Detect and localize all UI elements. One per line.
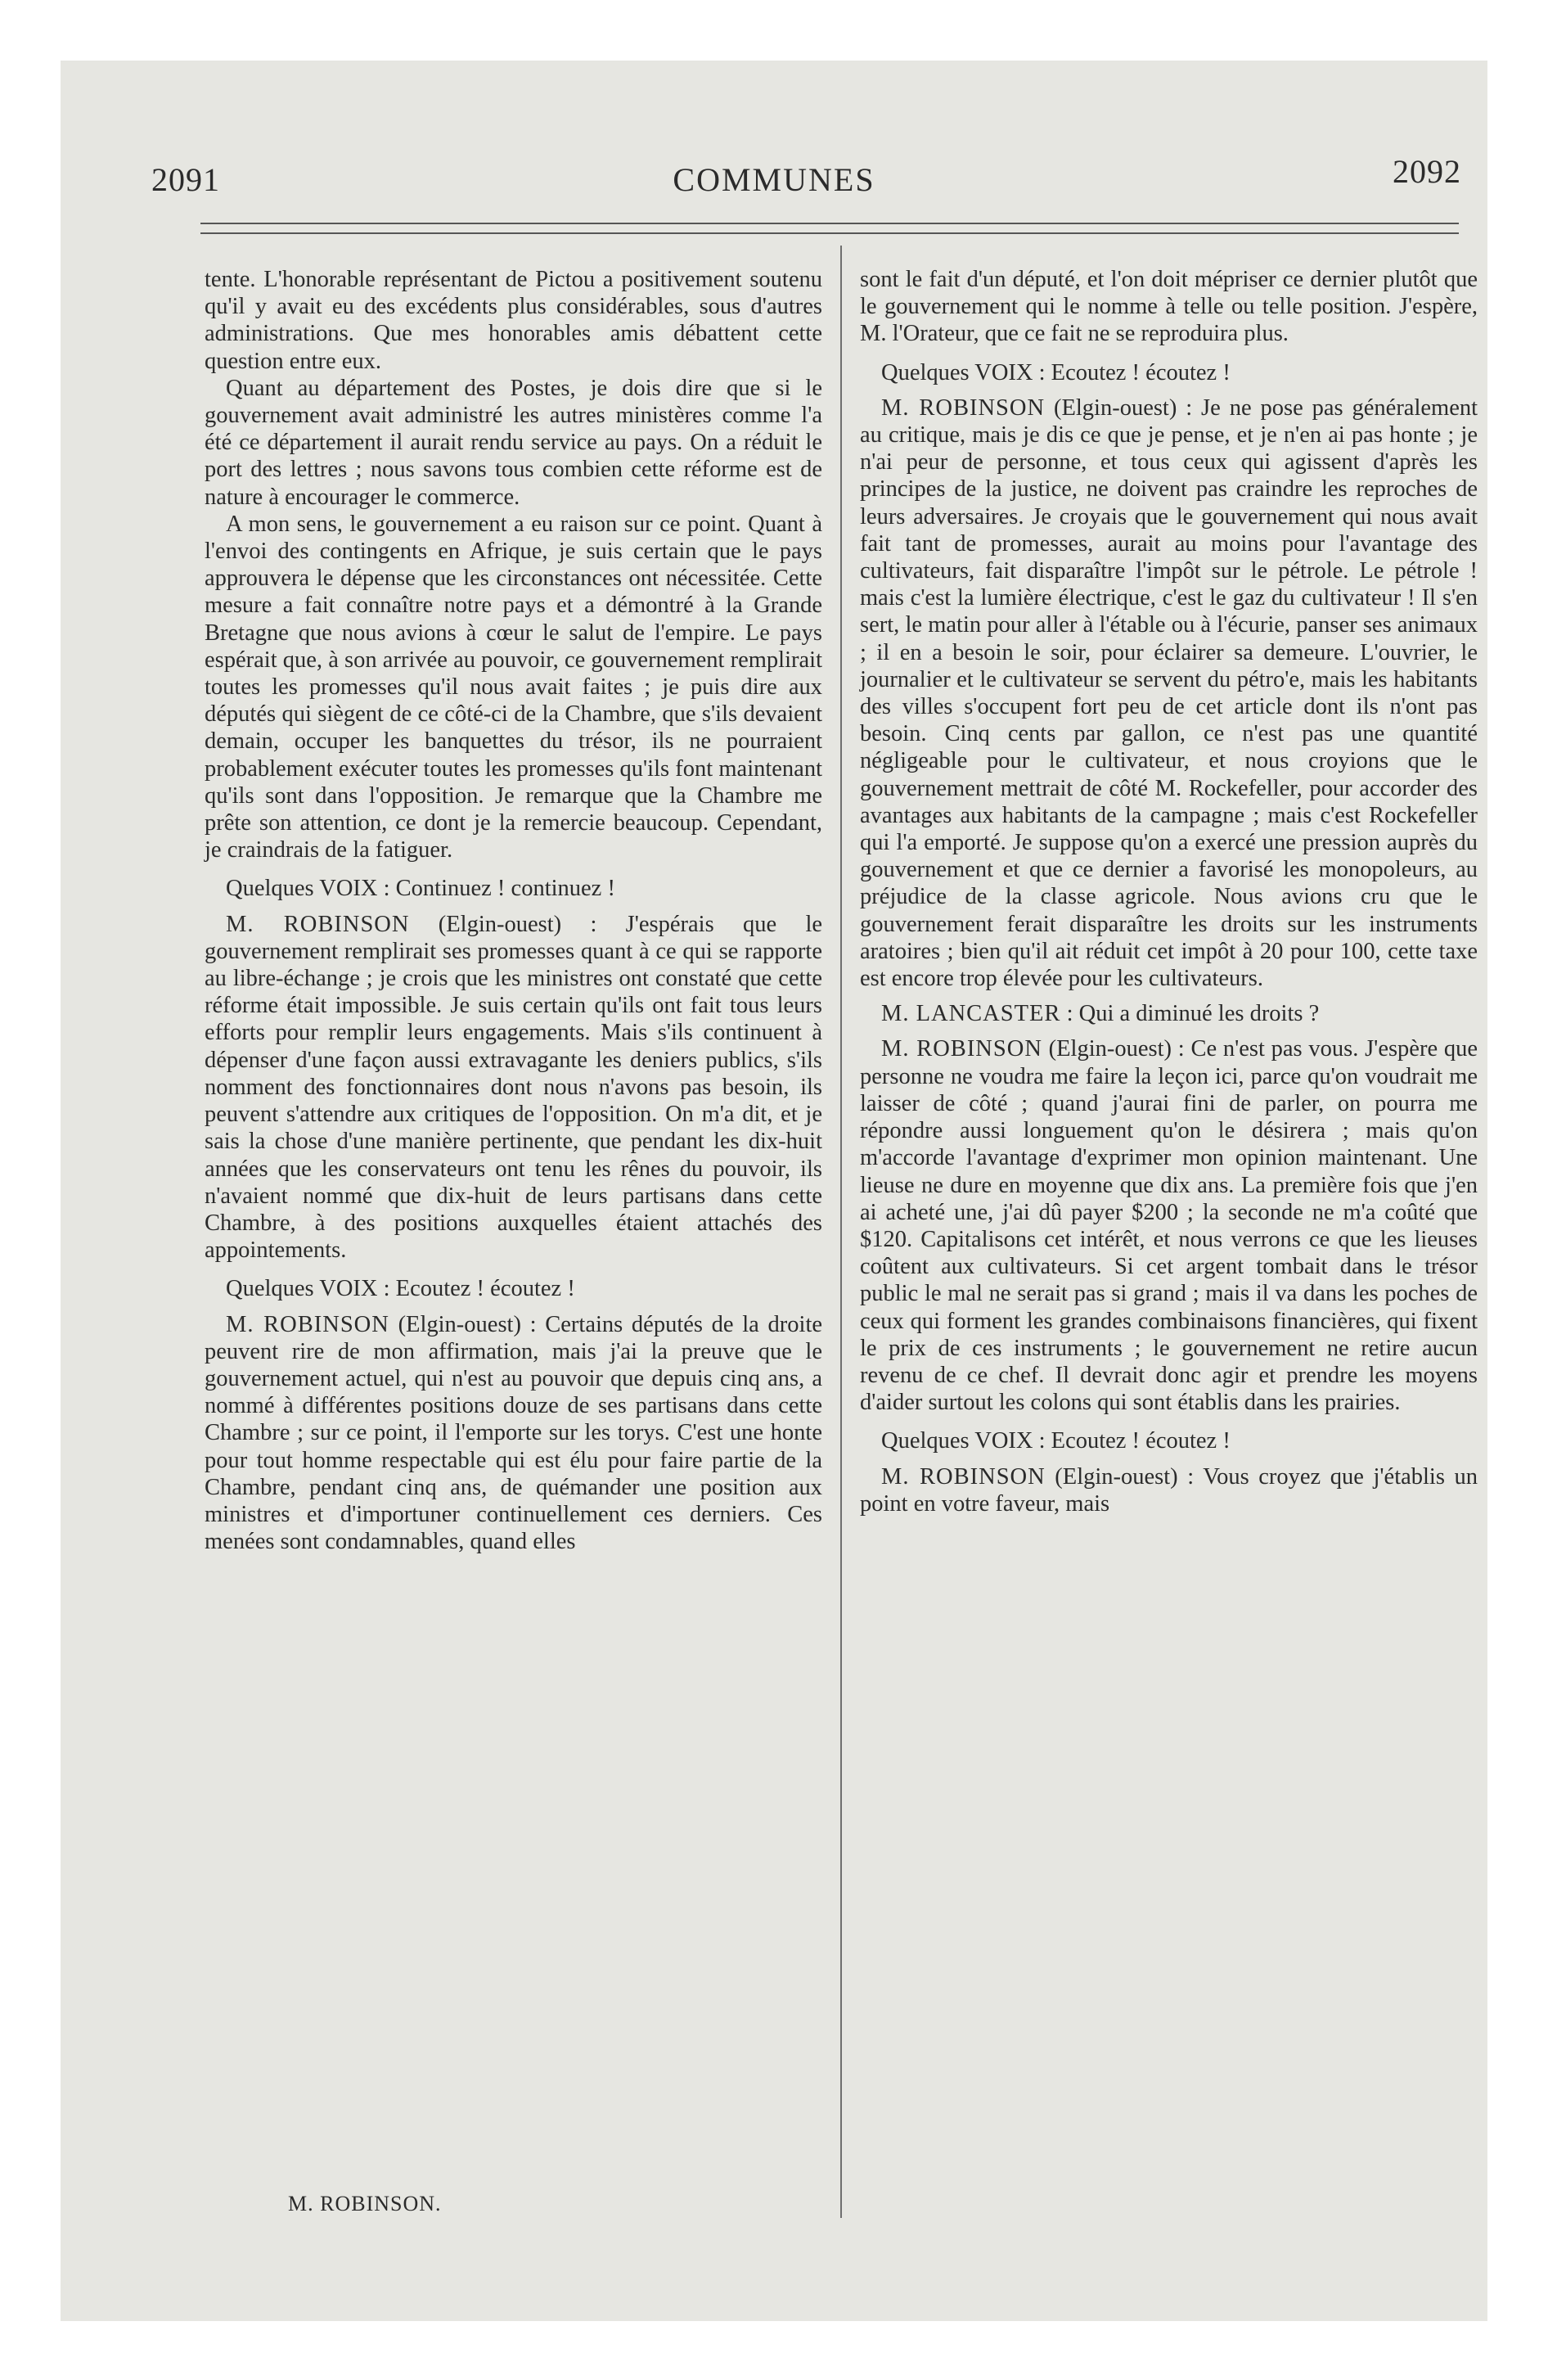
speech-text: (Elgin-ouest) : Certains députés de la droite peuvent rire de mon affirmation, mais j'ai la preuve que le gouvernement actuel, qui n'est au pouvoir que depuis cinq ans, a nommé à différentes positions douze de ses partisans dans cette Chambre ; sur ce point, il l'emporte sur les torys. C'est une honte pour tout homme respectable qui est élu pour faire partie de la Chambre, pendant cinq ans, de quémander une position aux ministres et d'importuner continuellement ces derniers. Ces menées sont condamnables, quand elles [205,1311,823,1555]
speaker-name: M. LANCASTER [881,1001,1061,1027]
interjection: Quelques VOIX : Ecoutez ! écoutez ! [881,359,1231,385]
speaker-name: M. ROBINSON [226,911,410,937]
footer-speaker: M. ROBINSON. [288,2192,442,2215]
column-divider [840,246,842,2218]
speech-paragraph [860,394,1478,992]
paragraph: tente. L'honorable représentant de Pictou a positivement soutenu qu'il y avait eu des excédents plus considérables, sous d'autres administrations. Que mes honorables amis débattent cette question entre eux. [205,267,822,374]
interjection: Quelques VOIX : Ecoutez ! écoutez ! [226,1276,575,1302]
right-column [860,266,1478,1517]
header-rule-top [200,223,1459,224]
paragraph: sont le fait d'un député, et l'on doit mépriser ce dernier plutôt que le gouvernement qui le nomme à telle ou telle position. J'espère, M. l'Orateur, que ce fait ne se reproduira plus. [860,267,1478,347]
speech-text: (Elgin-ouest) : Je ne pose pas généralement au critique, mais je dis ce que je pense, et je n'en ai pas honte ; je n'ai peur de personne, et tous ceux qui agissent d'après les principes de la justice, ne doivent pas craindre les reproches de leurs adversaires. Je croyais que le gouvernement qui nous avait fait tant de promesses, aurait au moins pour l'avantage des cultivateurs, fait disparaître l'impôt sur le pétrole. Le pétrole ! mais c'est la lumière électrique, c'est le gaz du cultivateur ! Il s'en sert, le matin pour aller à l'étable ou à l'écurie, panser ses animaux ; il en a besoin le soir, pour éclairer sa demeure. L'ouvrier, le journalier et le cultivateur se servent du pétro'e, mais les habitants des villes s'occupent fort peu de cet article dont ils n'ont pas besoin. Cinq cents par gallon, ce n'est pas une quantité négligeable pour le cultivateur, et nous croyions que le gouvernement mettrait de côté M. Rockefeller, pour accorder des avantages aux habitants de la campagne ; mais c'est Rockefeller qui l'a emporté. Je suppose qu'on a exercé une pression auprès du gouvernement et que ce dernier a favorisé les monopoleurs, au préjudice de la classe agricole. Nous avions cru que le gouvernement ferait disparaître les droits sur les instruments aratoires ; bien qu'il ait réduit cet impôt à 20 pour 100, cette taxe est encore trop élevée pour les cultivateurs. [860,394,1478,992]
left-page-number: 2091 [151,161,220,198]
speech-text: (Elgin-ouest) : J'espérais que le gouvernement remplirait ses promesses quant à ce qui se rapporte au libre-échange ; je crois que les ministres ont constaté que cette réforme était impossible. Je suis certain qu'ils ont fait tous leurs efforts pour remplir leurs engagements. Mais s'ils continuent à dépenser d'une façon aussi extravagante les deniers publics, s'ils nomment des fonctionnaires dont nous n'avons pas besoin, ils peuvent s'attendre aux critiques de l'opposition. On m'a dit, et je sais la chose d'une manière pertinente, que pendant les dix-huit années que les conservateurs ont tenu les rênes du pouvoir, ils n'avaient nommé que dix-huit de leurs partisans dans cette Chambre, à des positions auxquelles étaient attachés des appointements. [205,911,823,1264]
paragraph: Quant au département des Postes, je dois dire que si le gouvernement avait administré les autres ministères comme l'a été ce département il aurait rendu service au pays. On a réduit le port des lettres ; nous savons tous combien cette réforme est de nature à encourager le commerce. [205,375,822,510]
running-head: COMMUNES [673,161,875,198]
speech-paragraph [205,911,822,1264]
paragraph: A mon sens, le gouvernement a eu raison sur ce point. Quant à l'envoi des contingents en Afrique, je suis certain que le pays approuvera le dépense que les circonstances ont nécessitée. Cette mesure a fait connaître notre pays et a démontré à la Grande Bretagne que nous avions à cœur le salut de l'empire. Le pays espérait que, à son arrivée au pouvoir, ce gouvernement remplirait toutes les promesses qu'il nous avait faites ; je puis dire aux députés qui siègent de ce côté-ci de la Chambre, que s'ils devaient demain, occuper les banquettes du trésor, ils ne pourraient probablement exécuter toutes les promesses qu'ils font maintenant qu'ils sont dans l'opposition. Je remarque que la Chambre me prête son attention, ce dont je la remercie beaucoup. Cependant, je craindrais de la fatiguer. [205,511,822,863]
header-rule-bottom [200,232,1459,234]
speech-paragraph [205,1311,822,1556]
speech-paragraph [860,1463,1478,1517]
speech-paragraph [860,1035,1478,1416]
right-page-number: 2092 [1393,153,1461,190]
speaker-name: M. ROBINSON [881,394,1046,421]
speaker-name: M. ROBINSON [881,1463,1046,1490]
speech-text: (Elgin-ouest) : Ce n'est pas vous. J'espère que personne ne voudra me faire la leçon ici, parce qu'on voudrait me laisser de côté ; quand j'aurai fini de parler, on pourra me répondre aussi longuement qu'on le désirera ; mais qu'on m'accorde l'avantage d'exprimer mon opinion maintenant. Une lieuse ne dure en moyenne que dix ans. La première fois que j'en ai acheté une, j'ai dû payer $200 ; la seconde ne m'a coûté que $120. Capitalisons cet intérêt, et nous verrons ce que les lieuses coûtent aux cultivateurs. Si cet argent tombait dans le trésor public le mal ne serait pas si grand ; mais il va dans les poches de ceux qui forment les grandes combinaisons financières, qui fixent le prix de ces instruments ; le gouvernement ne retire aucun revenu de ce chef. Il devrait donc agir et prendre les moyens d'aider surtout les colons qui sont établis dans les prairies. [860,1036,1478,1416]
speaker-name: M. ROBINSON [226,1311,389,1337]
speaker-name: M. ROBINSON [881,1036,1042,1062]
speech-text: (Elgin-ouest) : Vous croyez que j'établis un point en votre faveur, mais [860,1463,1478,1517]
speech-text: : Qui a diminué les droits ? [1066,1001,1320,1027]
speech-paragraph [860,1000,1478,1027]
interjection: Quelques VOIX : Continuez ! continuez ! [226,876,615,902]
left-column [205,266,822,1555]
interjection: Quelques VOIX : Ecoutez ! écoutez ! [881,1428,1231,1454]
